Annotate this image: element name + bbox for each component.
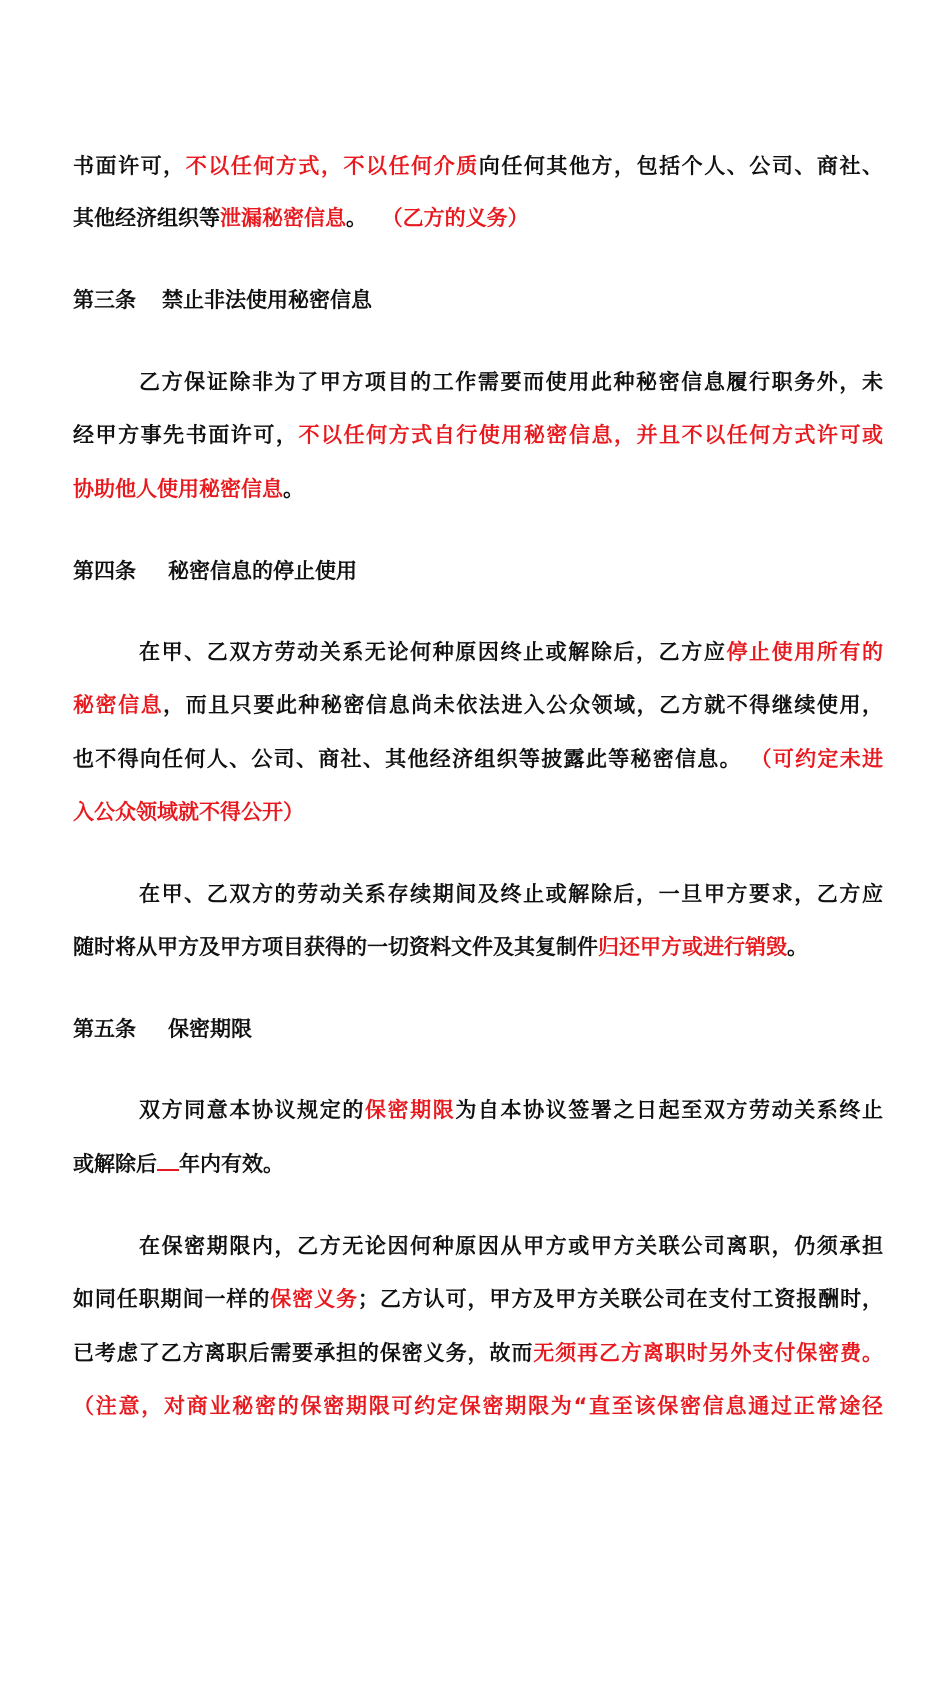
paragraph-line xyxy=(73,474,883,504)
text-run: 双方同意本协议规定的 xyxy=(139,1098,365,1122)
highlighted-text: 不以任何方式，不以任何介质 xyxy=(185,154,479,178)
note-text: （可约定未进 xyxy=(750,747,883,771)
paragraph-line xyxy=(73,744,883,774)
paragraph-line xyxy=(73,367,883,397)
paragraph-line xyxy=(73,1231,883,1261)
highlighted-text: 泄漏秘密信息 xyxy=(220,206,346,230)
paragraph-line xyxy=(73,420,883,450)
paragraph-line xyxy=(73,1391,883,1421)
article-number: 第五条 xyxy=(73,1017,136,1041)
highlighted-text: 秘密信息 xyxy=(73,693,164,717)
note-text: 入公众领域就不得公开） xyxy=(73,800,304,824)
text-run: 已考虑了乙方离职后需要承担的保密义务，故而 xyxy=(73,1341,534,1365)
paragraph-line xyxy=(73,1284,883,1314)
article-title: 禁止非法使用秘密信息 xyxy=(162,288,372,312)
highlighted-text: 归还甲方或进行销毁 xyxy=(598,935,787,959)
text-run: 或解除后 xyxy=(73,1152,157,1176)
article-number: 第三条 xyxy=(73,288,136,312)
paragraph-line xyxy=(73,932,883,962)
text-run: 为自本协议签署之日起至双方劳动关系终止 xyxy=(455,1098,883,1122)
text-run: 经甲方事先书面许可， xyxy=(73,423,299,447)
article-title: 保密期限 xyxy=(168,1017,252,1041)
text-run: 。 xyxy=(283,477,304,501)
text-run: ，而且只要此种秘密信息尚未依法进入公众领域，乙方就不得继续使用， xyxy=(163,693,883,717)
highlighted-text: 停止使用所有的 xyxy=(726,640,883,664)
text-run: 如同任职期间一样的 xyxy=(73,1287,271,1311)
text-run: 。 xyxy=(787,935,808,959)
article-heading xyxy=(73,1014,883,1044)
fill-in-blank xyxy=(157,1149,179,1171)
text-run: 也不得向任何人、公司、商社、其他经济组织等披露此等秘密信息。 xyxy=(73,747,742,771)
article-number: 第四条 xyxy=(73,559,136,583)
article-title: 秘密信息的停止使用 xyxy=(168,559,357,583)
text-run: 随时将从甲方及甲方项目获得的一切资料文件及其复制件 xyxy=(73,935,598,959)
highlighted-text: 不以任何方式自行使用秘密信息，并且不以任何方式许可或 xyxy=(298,423,884,447)
paragraph-line xyxy=(73,1338,883,1368)
text-run: 年内有效。 xyxy=(179,1152,284,1176)
paragraph-line xyxy=(73,690,883,720)
paragraph-line xyxy=(73,637,883,667)
text-run: 书面许可， xyxy=(73,154,186,178)
text-run: 乙方保证除非为了甲方项目的工作需要而使用此种秘密信息履行职务外，未 xyxy=(139,370,883,394)
text-run: 在甲、乙双方劳动关系无论何种原因终止或解除后，乙方应 xyxy=(139,640,727,664)
article-heading xyxy=(73,285,883,315)
text-run: 在甲、乙双方的劳动关系存续期间及终止或解除后，一旦甲方要求，乙方应 xyxy=(139,882,883,906)
highlighted-text: 保密义务 xyxy=(270,1287,358,1311)
text-run: 其他经济组织等 xyxy=(73,206,220,230)
text-run: ；乙方认可，甲方及甲方关联公司在支付工资报酬时， xyxy=(357,1287,884,1311)
paragraph-line xyxy=(73,1149,883,1179)
highlighted-text: 无须再乙方离职时另外支付保密费。 xyxy=(533,1341,883,1365)
paragraph-line xyxy=(73,203,883,233)
highlighted-text: 协助他人使用秘密信息 xyxy=(73,477,283,501)
text-run: 在保密期限内，乙方无论因何种原因从甲方或甲方关联公司离职，仍须承担 xyxy=(139,1234,883,1258)
paragraph-line xyxy=(73,1095,883,1125)
text-run: 向任何其他方，包括个人、公司、商社、 xyxy=(478,154,884,178)
paragraph-line xyxy=(73,879,883,909)
note-text: （乙方的义务） xyxy=(381,206,529,230)
note-text: （注意，对商业秘密的保密期限可约定保密期限为“直至该保密信息通过正常途径 xyxy=(73,1394,883,1418)
paragraph-line xyxy=(73,151,883,181)
text-run: 。 xyxy=(346,206,367,230)
article-heading xyxy=(73,556,883,586)
paragraph-line xyxy=(73,797,883,827)
highlighted-text: 保密期限 xyxy=(364,1098,456,1122)
